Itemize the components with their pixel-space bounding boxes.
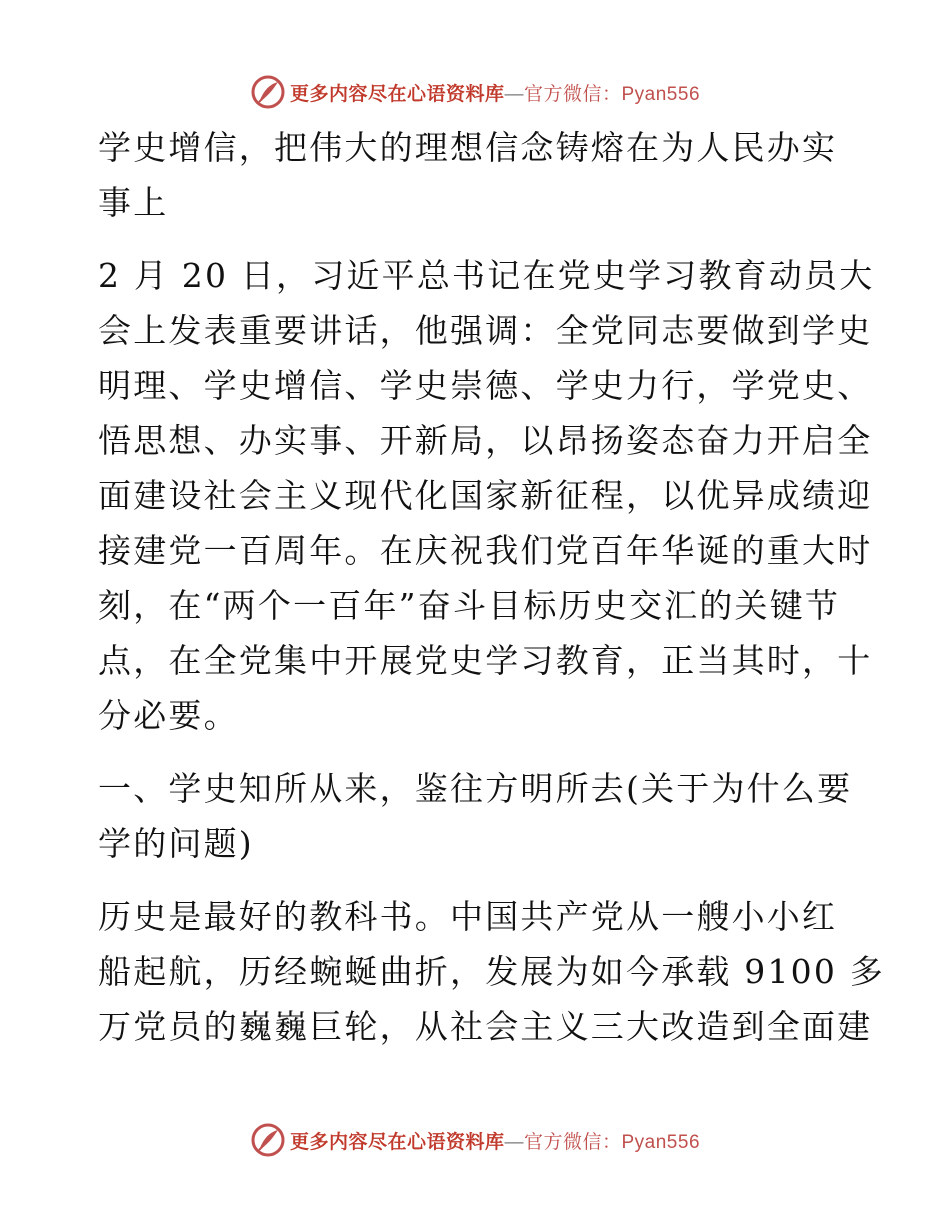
- text-line: 船起航，历经蜿蜒曲折，发展为如今承载 9100 多: [98, 952, 885, 991]
- header-watermark: [0, 72, 950, 112]
- text-line: 刻，在“两个一百年”奋斗目标历史交汇的关键节: [98, 586, 841, 625]
- text-line: 2 月 20 日，习近平总书记在党史学习教育动员大: [98, 256, 875, 295]
- text-line: 事上: [98, 183, 169, 222]
- watermark-label: 官方微信：: [523, 83, 622, 105]
- paragraph-history: [98, 889, 885, 1054]
- section-heading: [98, 761, 858, 871]
- text-line: 万党员的巍巍巨轮，从社会主义三大改造到全面建: [98, 1007, 873, 1046]
- text-line: 会上发表重要讲话，他强调：全党同志要做到学史: [98, 311, 873, 350]
- paragraph-title: [98, 120, 858, 230]
- text-line: 明理、学史增信、学史崇德、学史力行，学党史、: [98, 366, 873, 405]
- feather-logo-icon: [250, 74, 286, 110]
- footer-watermark: [0, 1120, 950, 1160]
- paragraph-intro: [98, 248, 875, 743]
- text-line: 悟思想、办实事、开新局，以昂扬姿态奋力开启全: [98, 421, 873, 460]
- watermark-label: 官方微信：: [523, 1131, 622, 1153]
- text-line: 点，在全党集中开展党史学习教育，正当其时，十: [98, 641, 873, 680]
- watermark-separator: —: [504, 83, 524, 105]
- watermark-text: [290, 1127, 700, 1154]
- watermark-brand: 更多内容尽在心语资料库: [289, 83, 505, 105]
- text-line: 面建设社会主义现代化国家新征程，以优异成绩迎: [98, 476, 873, 515]
- watermark-brand: 更多内容尽在心语资料库: [289, 1131, 505, 1153]
- text-line: 历史是最好的教科书。中国共产党从一艘小小红: [98, 897, 838, 936]
- document-body: [98, 120, 885, 1072]
- watermark-account: Pyan556: [621, 1131, 701, 1153]
- text-line: 分必要。: [98, 696, 239, 735]
- watermark-separator: —: [504, 1131, 524, 1153]
- watermark-account: Pyan556: [621, 83, 701, 105]
- watermark-text: [290, 79, 700, 106]
- text-line: 接建党一百周年。在庆祝我们党百年华诞的重大时: [98, 531, 873, 570]
- feather-logo-icon: [250, 1122, 286, 1158]
- text-line: 学的问题): [98, 824, 254, 863]
- text-line: 一、学史知所从来，鉴往方明所去(关于为什么要: [98, 769, 853, 808]
- text-line: 学史增信，把伟大的理想信念铸熔在为人民办实: [98, 128, 838, 167]
